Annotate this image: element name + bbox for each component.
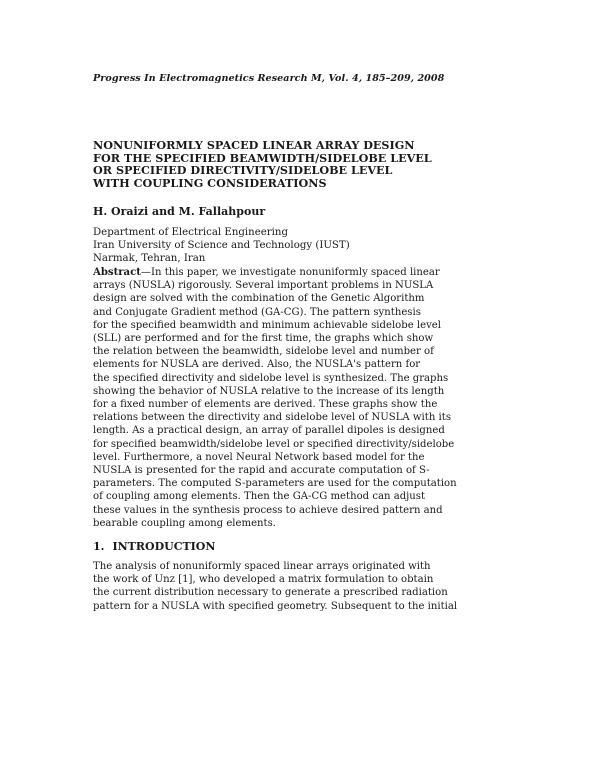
abstract-line: arrays (NUSLA) rigorously. Several important problems in NUSLA <box>93 280 434 292</box>
title-line: OR SPECIFIED DIRECTIVITY/SIDELOBE LEVEL <box>93 163 393 178</box>
abstract-line: elements for NUSLA are derived. Also, the NUSLA's pattern for <box>93 359 421 371</box>
abstract <box>93 266 506 530</box>
abstract-line: the relation between the beamwidth, sidelobe level and number of <box>93 346 434 358</box>
title-line: WITH COUPLING CONSIDERATIONS <box>93 175 327 190</box>
abstract-line: (SLL) are performed and for the first time, the graphs which show <box>93 333 434 345</box>
authors: H. Oraizi and M. Fallahpour <box>93 205 266 218</box>
affiliation-line: Iran University of Science and Technology (IUST) <box>93 240 350 252</box>
abstract-first-line <box>93 266 506 279</box>
title-line: FOR THE SPECIFIED BEAMWIDTH/SIDELOBE LEVEL <box>93 150 432 165</box>
abstract-line: length. As a practical design, an array of parallel dipoles is designed <box>93 425 445 437</box>
intro-line: pattern for a NUSLA with specified geometry. Subsequent to the initial <box>93 600 458 612</box>
abstract-line: these values in the synthesis process to achieve desired pattern and <box>93 504 443 516</box>
abstract-line: for the specified beamwidth and minimum achievable sidelobe level <box>93 319 442 331</box>
abstract-line: NUSLA is presented for the rapid and accurate computation of S- <box>93 465 430 477</box>
abstract-heading: Abstract <box>93 267 141 278</box>
abstract-line: for specified beamwidth/sidelobe level or specified directivity/sidelobe <box>93 438 455 450</box>
abstract-line: showing the behavior of NUSLA relative to the increase of its length <box>93 385 445 397</box>
section-number: 1. <box>93 540 105 553</box>
section-heading <box>93 540 223 553</box>
abstract-line: bearable coupling among elements. <box>93 517 276 529</box>
abstract-line: parameters. The computed S-parameters are used for the computation <box>93 478 457 490</box>
intro-line: The analysis of nonuniformly spaced linear arrays originated with <box>93 561 431 572</box>
abstract-first-text: —In this paper, we investigate nonuniformly spaced linear <box>140 267 440 278</box>
affiliation <box>93 226 350 266</box>
introduction-text <box>93 560 506 613</box>
abstract-line: relations between the directivity and sidelobe level of NUSLA with its <box>93 412 452 424</box>
intro-line: the current distribution necessary to generate a prescribed radiation <box>93 587 448 599</box>
abstract-line: level. Furthermore, a novel Neural Network based model for the <box>93 451 425 463</box>
running-head: Progress In Electromagnetics Research M, Vol. 4, 185–209, 2008 <box>93 73 445 84</box>
affiliation-line: Narmak, Tehran, Iran <box>93 253 206 265</box>
abstract-line: design are solved with the combination of the Genetic Algorithm <box>93 293 425 305</box>
abstract-line: for a fixed number of elements are derived. These graphs show the <box>93 399 438 411</box>
title-line: NONUNIFORMLY SPACED LINEAR ARRAY DESIGN <box>93 138 415 152</box>
paper-title <box>93 139 513 189</box>
abstract-line: the specified directivity and sidelobe level is synthesized. The graphs <box>93 372 449 384</box>
affiliation-line: Department of Electrical Engineering <box>93 227 289 238</box>
section-title: INTRODUCTION <box>112 540 216 553</box>
intro-line: the work of Unz [1], who developed a matrix formulation to obtain <box>93 574 434 586</box>
abstract-line: and Conjugate Gradient method (GA-CG). The pattern synthesis <box>93 306 421 318</box>
abstract-line: of coupling among elements. Then the GA-CG method can adjust <box>93 491 426 503</box>
